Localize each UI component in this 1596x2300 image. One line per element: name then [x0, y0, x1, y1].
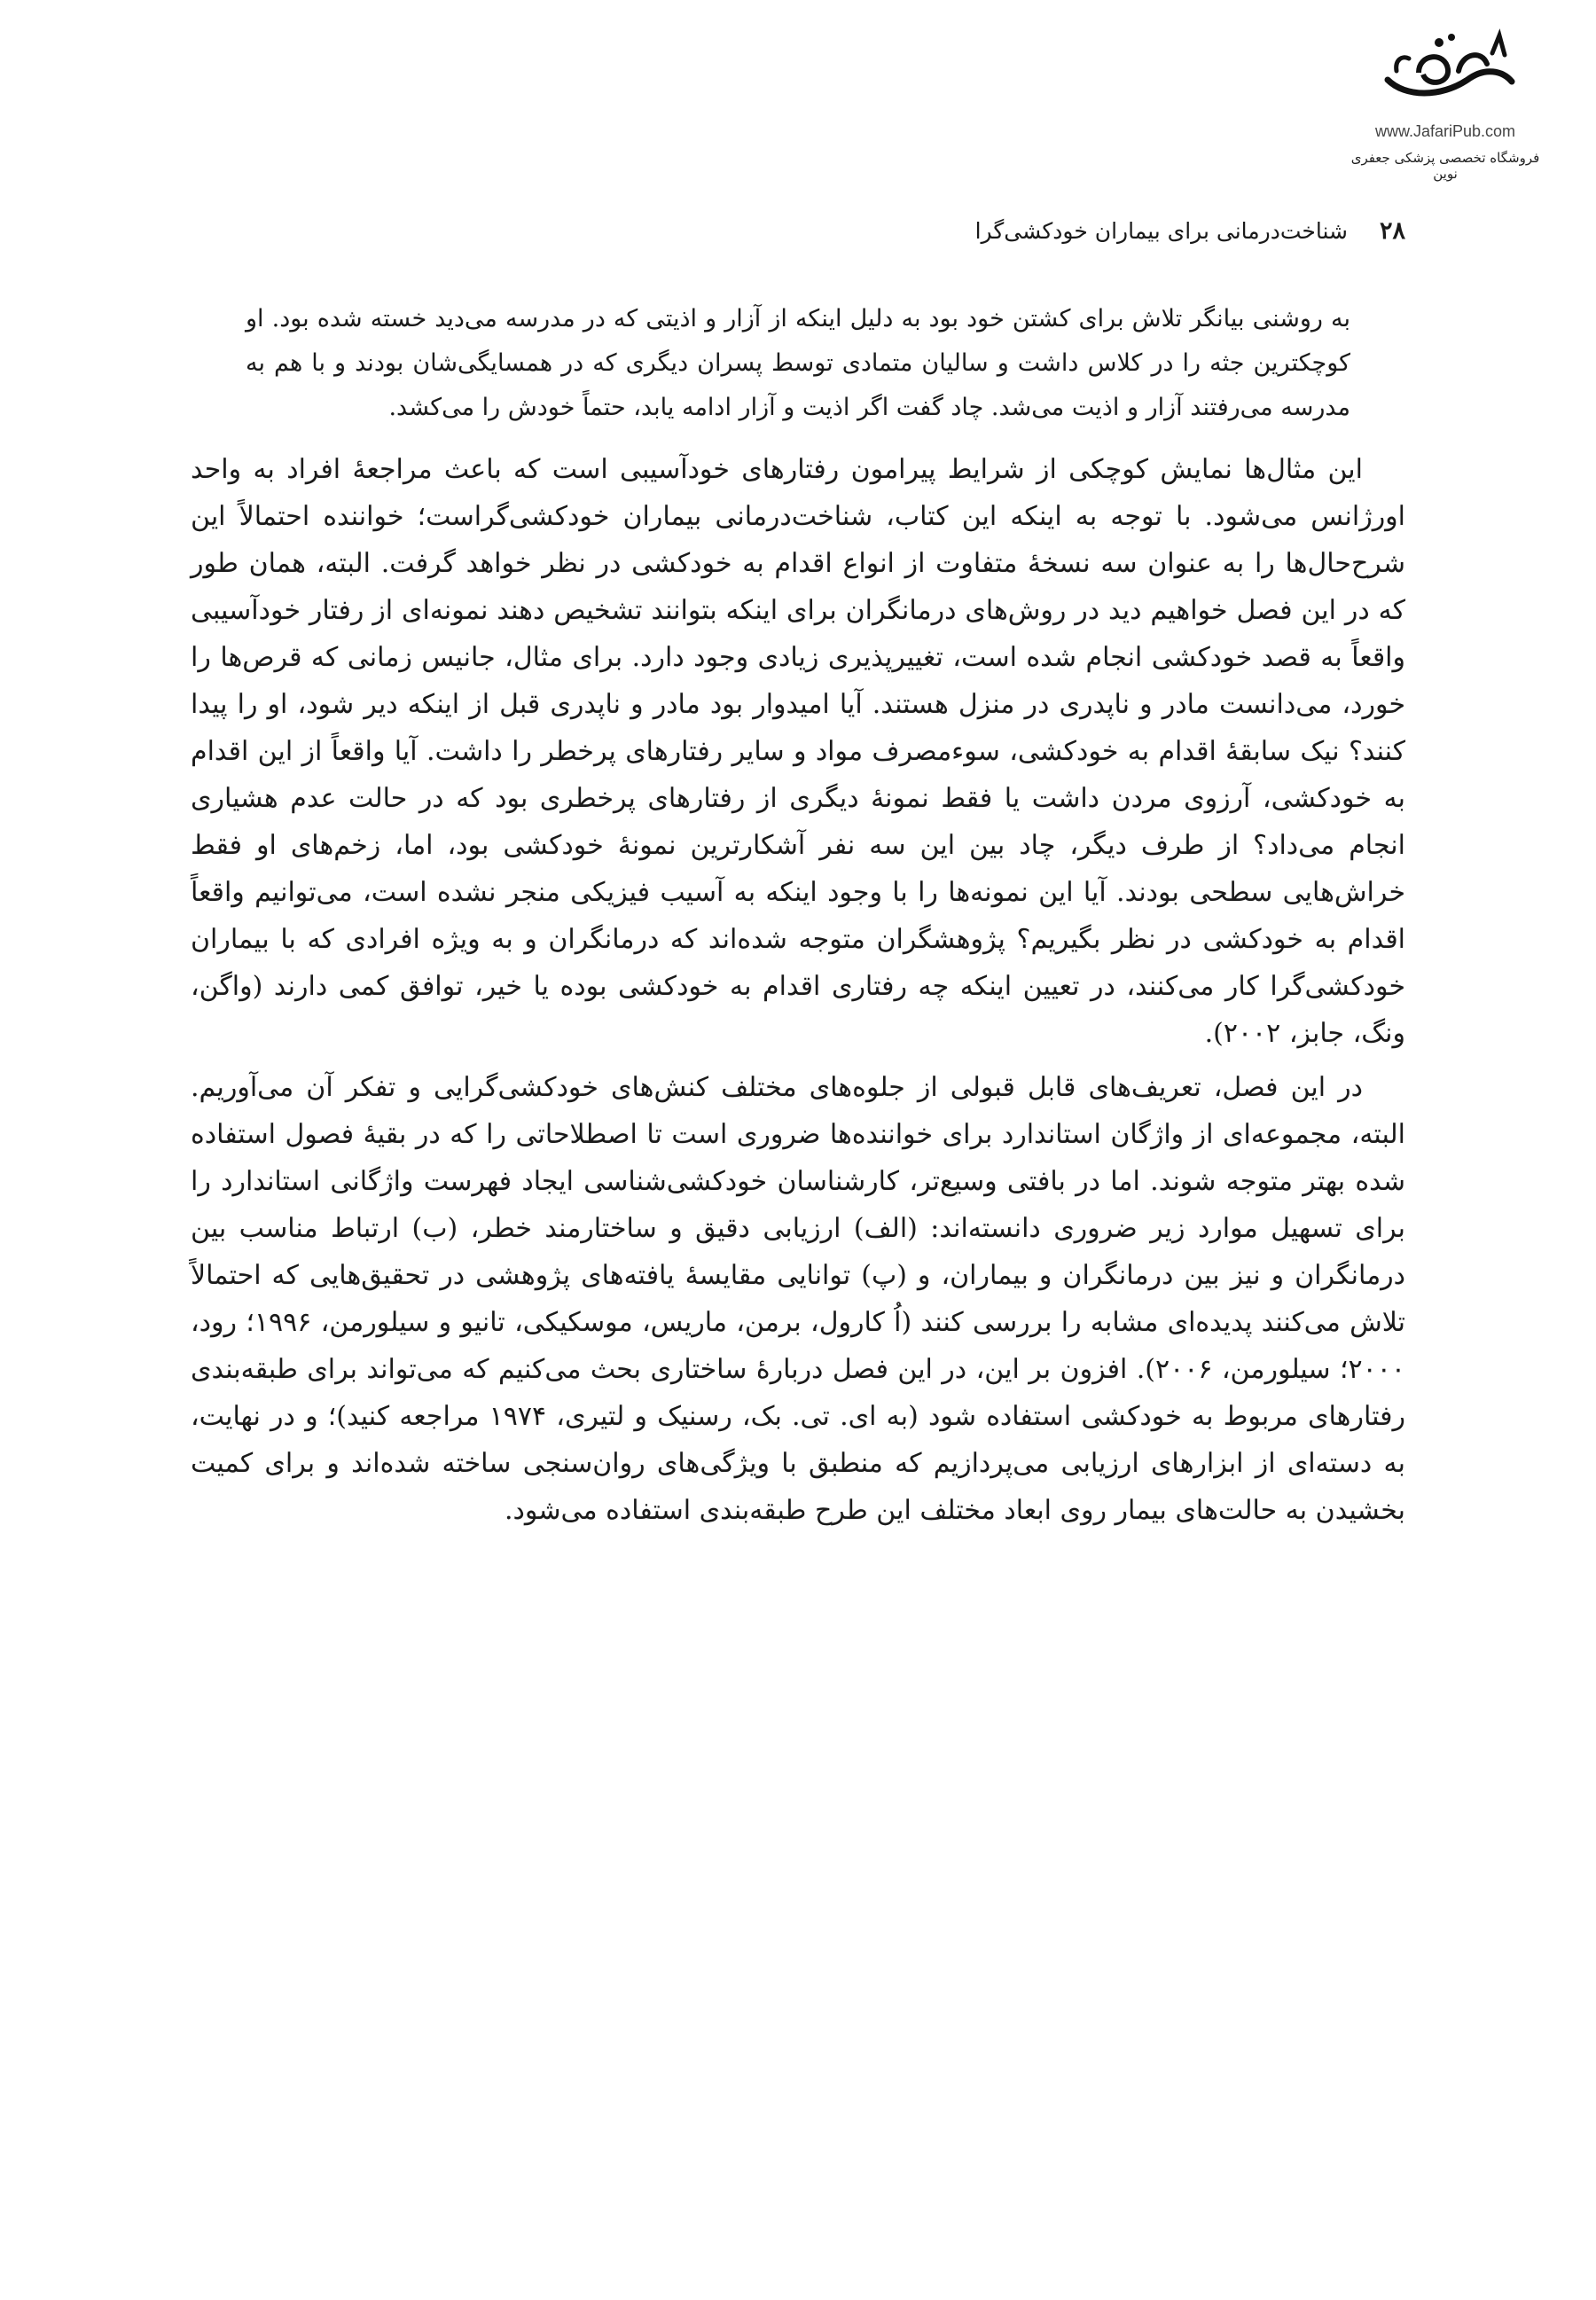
- body-text: [191, 297, 1405, 1541]
- paragraph-1: این مثال‌ها نمایش کوچکی از شرایط پیرامون رفتارهای خودآسیبی است که باعث مراجعهٔ افراد به واحد اورژانس می‌شود. با توجه به اینکه این کتاب، شناخت‌درمانی بیماران خودکشی‌گراست؛ خواننده احتمالاً این شرح‌حال‌ها را به عنوان سه نسخهٔ متفاوت از انواع اقدام به خودکشی در نظر خواهد گرفت. البته، همان طور که در این فصل خواهیم دید در روش‌های درمانگران برای اینکه بتوانند تشخیص دهند نمونه‌ای از رفتار خودآسیبی واقعاً به قصد خودکشی انجام شده است، تغییرپذیری زیادی وجود دارد. برای مثال، جانیس زمانی که قرص‌ها را خورد، می‌دانست مادر و ناپدری در منزل هستند. آیا امیدوار بود مادر و ناپدری قبل از اینکه دیر شود، او را پیدا کنند؟ نیک سابقهٔ اقدام به خودکشی، سوءمصرف مواد و سایر رفتارهای پرخطر را داشت. آیا واقعاً از این اقدام به خودکشی، آرزوی مردن داشت یا فقط نمونهٔ دیگری از رفتارهای پرخطری بود که در حالت عدم هشیاری انجام می‌داد؟ از طرف دیگر، چاد بین این سه نفر آشکارترین نمونهٔ خودکشی بود، اما، زخم‌های او فقط خراش‌هایی سطحی بودند. آیا این نمونه‌ها را با وجود اینکه به آسیب فیزیکی منجر نشده است، می‌توانیم واقعاً اقدام به خودکشی در نظر بگیریم؟ پژوهشگران متوجه شده‌اند که درمانگران و به ویژه افرادی که با بیماران خودکشی‌گرا کار می‌کنند، در تعیین اینکه چه رفتاری اقدام به خودکشی بوده یا خیر، توافق کمی دارند (واگن، ونگ، جابز، ۲۰۰۲).: [191, 454, 1405, 1049]
- running-head: [975, 217, 1405, 245]
- case-quote: به روشنی بیانگر تلاش برای کشتن خود بود به دلیل اینکه از آزار و اذیتی که در مدرسه می‌دید خسته شده بود. او کوچکترین جثه را در کلاس داشت و سالیان متمادی توسط پسران دیگری که در همسایگی‌شان بودند و با هم به مدرسه می‌رفتند آزار و اذیت می‌شد. چاد گفت اگر اذیت و آزار ادامه یابد، حتماً خودش را می‌کشد.: [246, 305, 1350, 421]
- page-number: ۲۸: [1379, 217, 1405, 245]
- book-title: شناخت‌درمانی برای بیماران خودکشی‌گرا: [974, 218, 1348, 244]
- publisher-store-name: فروشگاه تخصصی پزشکی جعفری نوین: [1350, 150, 1540, 182]
- jafari-calligraphy-logo-icon: [1348, 18, 1543, 119]
- publisher-block: [1348, 18, 1543, 182]
- publisher-website: www.JafariPub.com: [1374, 122, 1516, 140]
- paragraph-2: در این فصل، تعریف‌های قابل قبولی از جلوه‌های مختلف کنش‌های خودکشی‌گرایی و تفکر آن می‌آوریم. البته، مجموعه‌ای از واژگان استاندارد برای خواننده‌ها ضروری است تا اصطلاحاتی را که در بقیهٔ فصول استفاده شده بهتر متوجه شوند. اما در بافتی وسیع‌تر، کارشناسان خودکشی‌شناسی ایجاد فهرست واژگانی استاندارد را برای تسهیل موارد زیر ضروری دانسته‌اند: (الف) ارزیابی دقیق و ساختارمند خطر، (ب) ارتباط مناسب بین درمانگران و نیز بین درمانگران و بیماران، و (پ) توانایی مقایسهٔ یافته‌های پژوهشی در تحقیق‌هایی که احتمالاً تلاش می‌کنند پدیده‌ای مشابه را بررسی کنند (اُ کارول، برمن، ماریس، موسکیکی، تانیو و سیلورمن، ۱۹۹۶؛ رود، ۲۰۰۰؛ سیلورمن، ۲۰۰۶). افزون بر این، در این فصل دربارهٔ ساختاری بحث می‌کنیم که می‌تواند برای طبقه‌بندی رفتارهای مربوط به خودکشی استفاده شود (به ای. تی. بک، رسنیک و لتیری، ۱۹۷۴ مراجعه کنید)؛ و در نهایت، به دسته‌ای از ابزارهای ارزیابی می‌پردازیم که منطبق با ویژگی‌های روان‌سنجی ساخته شده‌اند و برای کمیت بخشیدن به حالت‌های بیمار روی ابعاد مختلف این طرح طبقه‌بندی استفاده می‌شود.: [191, 1072, 1406, 1526]
